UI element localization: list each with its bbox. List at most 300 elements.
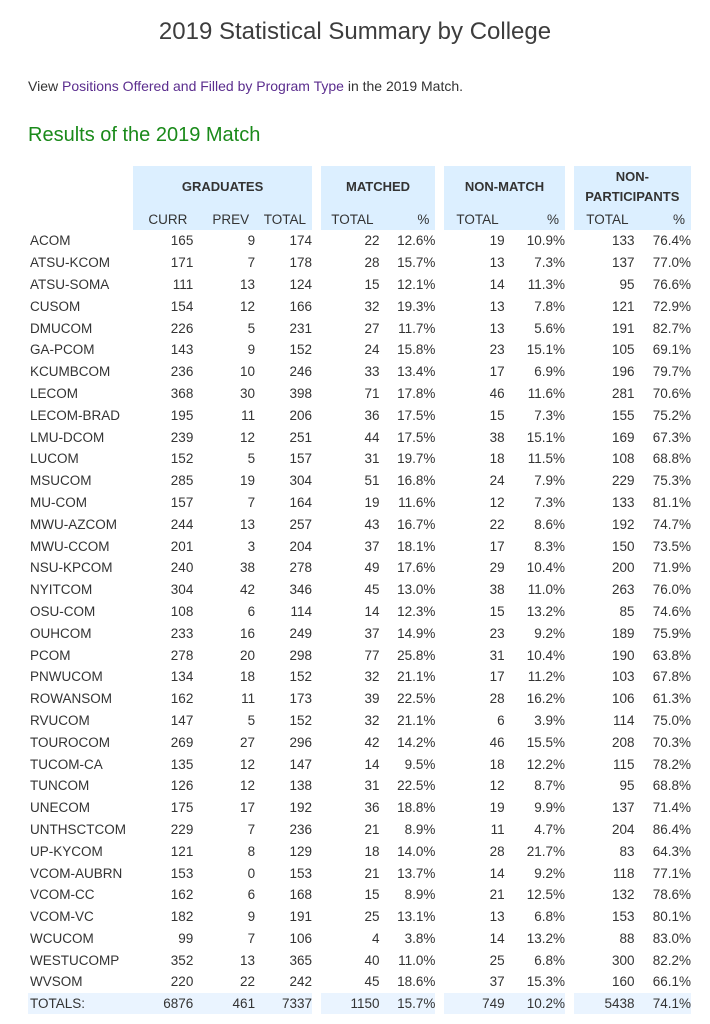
intro-text [28,78,463,94]
nonpart-pct: 76.6% [652,276,691,292]
grad-prev: 42 [240,582,256,598]
grad-total: 178 [289,255,313,271]
college-name: ATSU-KCOM [30,255,110,271]
grad-prev: 12 [240,429,256,445]
nonpart-pct: 78.2% [652,756,691,772]
college-name: MSUCOM [30,473,92,489]
nonpart-pct: 68.8% [652,451,691,467]
nonmatch-total: 15 [489,407,505,423]
nonpart-pct: 82.2% [652,952,691,968]
nonpart-total: 121 [611,298,635,314]
grad-total: 157 [289,451,313,467]
nonmatch-pct: 13.2% [526,603,565,619]
nonpart-pct: 67.3% [652,429,691,445]
matched-total: 21 [364,821,380,837]
matched-pct: 19.3% [397,298,436,314]
grad-curr: 239 [170,429,194,445]
grad-curr: 111 [172,276,194,292]
grad-prev: 6 [247,603,256,619]
matched-pct: 8.9% [404,887,436,903]
grad-total: 192 [289,800,313,816]
nonpart-pct: 70.6% [652,385,691,401]
nonpart-pct: 74.7% [652,516,691,532]
col-grad-total: TOTAL [255,208,312,230]
grad-curr: 162 [170,887,194,903]
grad-prev: 9 [247,233,256,249]
nonmatch-total: 24 [489,473,505,489]
college-name: PCOM [30,647,71,663]
non-participants-header [574,166,691,208]
college-name: MU-COM [30,494,87,510]
matched-total: 22 [364,233,380,249]
nonmatch-pct: 8.6% [534,516,565,532]
nonmatch-total: 13 [489,320,505,336]
grad-curr: 121 [170,843,194,859]
college-name: MWU-AZCOM [30,516,117,532]
nonpart-pct: 71.4% [652,800,691,816]
grad-total: 168 [289,887,313,903]
nonmatch-total: 46 [489,385,505,401]
grad-curr: 352 [170,952,194,968]
nonmatch-total: 17 [489,538,505,554]
nonpart-total: 229 [611,473,635,489]
table-row [28,361,691,383]
nonpart-total: 132 [611,887,635,903]
grad-total: 152 [289,342,313,358]
matched-total: 45 [364,582,380,598]
nonpart-total: 204 [611,821,635,837]
table-row [28,884,691,906]
nonmatch-total: 19 [489,800,505,816]
matched-total: 32 [364,712,380,728]
totals-row [28,993,691,1014]
grad-curr: 220 [170,974,194,990]
nonpart-pct: 81.1% [652,494,691,510]
nonpart-pct: 73.5% [652,538,691,554]
matched-pct: 12.6% [397,233,436,249]
nonpart-total: 95 [619,778,635,794]
col-nonpart-total: TOTAL [574,208,635,230]
grad-prev: 13 [240,516,256,532]
grad-prev: 19 [240,473,256,489]
col-matched-pct: % [379,208,435,230]
college-name: OUHCOM [30,625,92,641]
nonmatch-pct: 9.2% [534,865,565,881]
matched-pct: 13.7% [397,865,436,881]
grad-prev: 0 [247,865,256,881]
matched-total: 28 [364,255,380,271]
matched-pct: 13.4% [397,364,436,380]
grad-total: 304 [289,473,313,489]
grad-total: 166 [289,298,313,314]
nonmatch-pct: 11.5% [527,451,565,467]
nonmatch-pct: 9.2% [534,625,565,641]
matched-pct: 12.1% [397,276,436,292]
grad-total: 164 [289,494,313,510]
nonmatch-total: 31 [489,647,505,663]
grad-curr: 240 [170,560,194,576]
college-name: UP-KYCOM [30,843,103,859]
table-row [28,492,691,514]
nonpart-pct: 63.8% [652,647,691,663]
nonpart-pct: 61.3% [652,691,691,707]
nonpart-total: 200 [611,560,635,576]
matched-pct: 11.7% [398,320,436,336]
grad-prev: 12 [240,778,256,794]
nonmatch-pct: 10.4% [526,560,565,576]
grad-total: 7337 [255,993,312,1014]
grad-prev: 18 [240,669,256,685]
matched-pct: 8.9% [404,821,436,837]
grad-curr: 175 [170,800,194,816]
grad-total: 204 [289,538,313,554]
nonmatch-total: 13 [489,255,505,271]
table-row [28,819,691,841]
col-grad-curr: CURR [133,208,193,230]
matched-total: 37 [364,538,380,554]
nonmatch-pct: 3.9% [534,712,565,728]
nonmatch-total: 17 [489,669,505,685]
grad-curr: 171 [170,255,194,271]
grad-curr: 244 [170,516,194,532]
matched-pct: 14.2% [397,734,436,750]
matched-total: 33 [364,364,380,380]
matched-pct: 17.8% [397,385,436,401]
grad-curr: 6876 [133,993,193,1014]
grad-curr: 278 [170,647,194,663]
nonmatch-pct: 16.2% [526,691,565,707]
nonpart-pct: 75.0% [652,712,691,728]
matched-total: 15 [364,887,380,903]
nonpart-total: 300 [611,952,635,968]
grad-total: 278 [289,560,313,576]
grad-total: 138 [289,778,313,794]
nonmatch-pct: 21.7% [526,843,565,859]
college-name: VCOM-AUBRN [30,865,123,881]
nonmatch-pct: 7.3% [534,407,565,423]
matched-pct: 14.9% [397,625,436,641]
matched-total: 44 [364,429,380,445]
nonmatch-total: 12 [489,778,505,794]
nonmatch-total: 46 [489,734,505,750]
nonmatch-total: 18 [489,756,505,772]
college-name: WESTUCOMP [30,952,120,968]
non-participants-line1: NON- [615,169,649,184]
matched-total: 24 [364,342,380,358]
matched-total: 21 [364,865,380,881]
grad-curr: 201 [170,538,194,554]
nonmatch-pct: 11.0% [527,582,565,598]
nonpart-total: 263 [611,582,635,598]
nonmatch-total: 23 [489,342,505,358]
grad-total: 296 [289,734,313,750]
matched-pct: 18.6% [397,974,436,990]
matched-total: 4 [371,930,380,946]
grad-prev: 38 [240,560,256,576]
matched-pct: 21.1% [397,712,436,728]
table-row [28,252,691,274]
matched-pct: 11.0% [398,952,436,968]
nonpart-pct: 66.1% [652,974,691,990]
nonmatch-total: 38 [489,582,505,598]
nonmatch-total: 19 [489,233,505,249]
page-title: 2019 Statistical Summary by College [158,18,552,45]
nonmatch-pct: 7.3% [534,494,565,510]
table-row [28,230,691,252]
college-name: TUCOM-CA [30,756,103,772]
grad-curr: 226 [170,320,194,336]
nonpart-pct: 68.8% [652,778,691,794]
grad-total: 257 [289,516,313,532]
col-matched-total: TOTAL [321,208,380,230]
nonmatch-total: 17 [489,364,505,380]
nonmatch-total: 6 [497,712,505,728]
college-name: ACOM [30,233,71,249]
matched-total: 14 [364,756,380,772]
nonmatch-total: 749 [444,993,505,1014]
matched-total: 1150 [321,993,380,1014]
college-name: WVSOM [30,974,83,990]
table-row [28,470,691,492]
nonmatch-pct: 15.3% [526,974,565,990]
nonmatch-pct: 5.6% [534,320,565,336]
nonmatch-pct: 15.5% [526,734,565,750]
grad-total: 206 [289,407,313,423]
matched-total: 77 [364,647,380,663]
table-row [28,513,691,535]
grad-curr: 134 [170,669,194,685]
matched-total: 31 [364,451,380,467]
matched-pct: 22.5% [397,691,436,707]
table-row [28,448,691,470]
grad-curr: 99 [178,930,194,946]
nonpart-pct: 79.7% [652,364,691,380]
grad-total: 246 [289,364,313,380]
nonmatch-pct: 7.3% [534,255,565,271]
table-row [28,535,691,557]
nonpart-pct: 77.0% [652,255,691,271]
table-row [28,731,691,753]
nonmatch-total: 22 [489,516,505,532]
nonmatch-pct: 6.8% [534,909,565,925]
grad-prev: 30 [240,385,256,401]
nonpart-total: 196 [611,364,635,380]
grad-total: 398 [289,385,313,401]
grad-total: 173 [289,691,313,707]
nonpart-pct: 75.3% [652,473,691,489]
grad-prev: 10 [240,364,256,380]
nonmatch-pct: 7.9% [534,473,565,489]
matched-pct: 22.5% [397,778,436,794]
matched-pct: 16.7% [397,516,436,532]
grad-curr: 157 [170,494,194,510]
grad-curr: 368 [170,385,194,401]
nonmatch-pct: 6.9% [534,364,565,380]
table-row [28,666,691,688]
matched-total: 19 [364,494,380,510]
matched-total: 36 [364,407,380,423]
col-nonpart-pct: % [635,208,691,230]
college-name: TOTALS: [28,993,133,1014]
grad-prev: 20 [240,647,256,663]
nonpart-pct: 70.3% [652,734,691,750]
nonpart-pct: 64.3% [652,843,691,859]
nonmatch-pct: 11.2% [527,669,565,685]
intro-prefix: View [28,78,62,94]
college-name: WCUCOM [30,930,94,946]
nonmatch-total: 13 [489,298,505,314]
college-name: TOUROCOM [30,734,110,750]
grad-curr: 162 [170,691,194,707]
matched-total: 32 [364,298,380,314]
grad-prev: 6 [247,887,256,903]
non-participants-line2: PARTICIPANTS [585,189,680,204]
grad-prev: 13 [240,952,256,968]
nonpart-pct: 74.1% [635,993,691,1014]
statistics-table [28,166,691,1014]
nonmatch-total: 25 [489,952,505,968]
matched-pct: 25.8% [397,647,436,663]
grad-prev: 7 [247,255,256,271]
nonmatch-total: 14 [489,276,505,292]
grad-curr: 195 [170,407,194,423]
nonmatch-pct: 10.9% [526,233,565,249]
college-name: LECOM-BRAD [30,407,121,423]
table-row [28,949,691,971]
nonpart-pct: 69.1% [652,342,691,358]
grad-curr: 182 [170,909,194,925]
nonmatch-pct: 6.8% [534,952,565,968]
grad-prev: 3 [247,538,256,554]
table-row [28,601,691,623]
grad-total: 124 [289,276,313,292]
college-name: LUCOM [30,451,79,467]
table-row [28,426,691,448]
grad-total: 242 [289,974,313,990]
nonpart-total: 106 [611,691,635,707]
table-row [28,775,691,797]
table-row [28,797,691,819]
grad-prev: 7 [247,930,256,946]
grad-curr: 285 [170,473,194,489]
results-heading: Results of the 2019 Match [28,124,261,146]
college-name: ROWANSOM [30,691,112,707]
college-name: NYITCOM [30,582,93,598]
college-name: CUSOM [30,298,81,314]
matched-total: 51 [364,473,380,489]
nonmatch-total: 13 [489,909,505,925]
nonpart-total: 153 [611,909,635,925]
nonmatch-total: 28 [489,691,505,707]
nonpart-total: 105 [611,342,635,358]
grad-total: 153 [289,865,313,881]
nonmatch-pct: 15.1% [526,429,565,445]
grad-curr: 269 [170,734,194,750]
matched-pct: 16.8% [397,473,436,489]
nonmatch-total: 15 [489,603,505,619]
college-name: LMU-DCOM [30,429,105,445]
grad-total: 191 [289,909,313,925]
college-name: MWU-CCOM [30,538,110,554]
matched-pct: 17.5% [397,407,436,423]
nonpart-pct: 72.9% [652,298,691,314]
matched-total: 31 [364,778,380,794]
matched-pct: 17.6% [397,560,436,576]
non-match-header: NON-MATCH [444,166,565,208]
nonmatch-total: 38 [489,429,505,445]
nonmatch-total: 28 [489,843,505,859]
nonpart-total: 160 [611,974,635,990]
matched-total: 42 [364,734,380,750]
matched-pct: 3.8% [404,930,436,946]
grad-total: 106 [289,930,313,946]
grad-total: 152 [289,712,313,728]
nonmatch-total: 37 [489,974,505,990]
positions-offered-link[interactable]: Positions Offered and Filled by Program Type [61,78,344,94]
grad-curr: 153 [170,865,194,881]
nonpart-total: 191 [611,320,635,336]
table-row [28,971,691,993]
col-nonmatch-total: TOTAL [444,208,505,230]
grad-total: 231 [289,320,313,336]
nonmatch-total: 18 [489,451,505,467]
grad-prev: 5 [247,451,256,467]
nonmatch-pct: 15.1% [526,342,565,358]
grad-prev: 5 [247,712,256,728]
nonpart-total: 118 [612,865,635,881]
grad-prev: 17 [240,800,256,816]
grad-curr: 236 [170,364,194,380]
table-row [28,383,691,405]
nonpart-total: 137 [611,255,635,271]
grad-curr: 304 [170,582,194,598]
grad-prev: 27 [240,734,256,750]
nonmatch-pct: 11.6% [527,385,565,401]
grad-prev: 7 [247,821,256,837]
nonmatch-pct: 12.5% [526,887,565,903]
nonmatch-pct: 10.4% [526,647,565,663]
grad-curr: 147 [170,712,194,728]
matched-total: 40 [364,952,380,968]
group-header-row [28,166,691,208]
grad-prev: 7 [247,494,256,510]
grad-curr: 152 [170,451,194,467]
matched-total: 32 [364,669,380,685]
grad-total: 365 [289,952,313,968]
table-row [28,710,691,732]
college-name: VCOM-VC [30,909,94,925]
nonpart-total: 192 [611,516,635,532]
college-name: OSU-COM [30,603,96,619]
table-row [28,840,691,862]
college-name: KCUMBCOM [30,364,111,380]
table-row [28,906,691,928]
grad-curr: 108 [170,603,194,619]
matched-total: 27 [364,320,380,336]
nonmatch-total: 14 [489,865,505,881]
nonpart-pct: 71.9% [652,560,691,576]
matched-pct: 15.7% [379,993,435,1014]
matched-pct: 13.1% [397,909,436,925]
nonmatch-pct: 8.7% [534,778,565,794]
nonmatch-pct: 13.2% [526,930,565,946]
grad-total: 147 [289,756,313,772]
nonmatch-pct: 9.9% [534,800,565,816]
nonpart-total: 103 [611,669,635,685]
nonpart-pct: 74.6% [652,603,691,619]
matched-total: 14 [364,603,380,619]
nonmatch-pct: 7.8% [534,298,565,314]
